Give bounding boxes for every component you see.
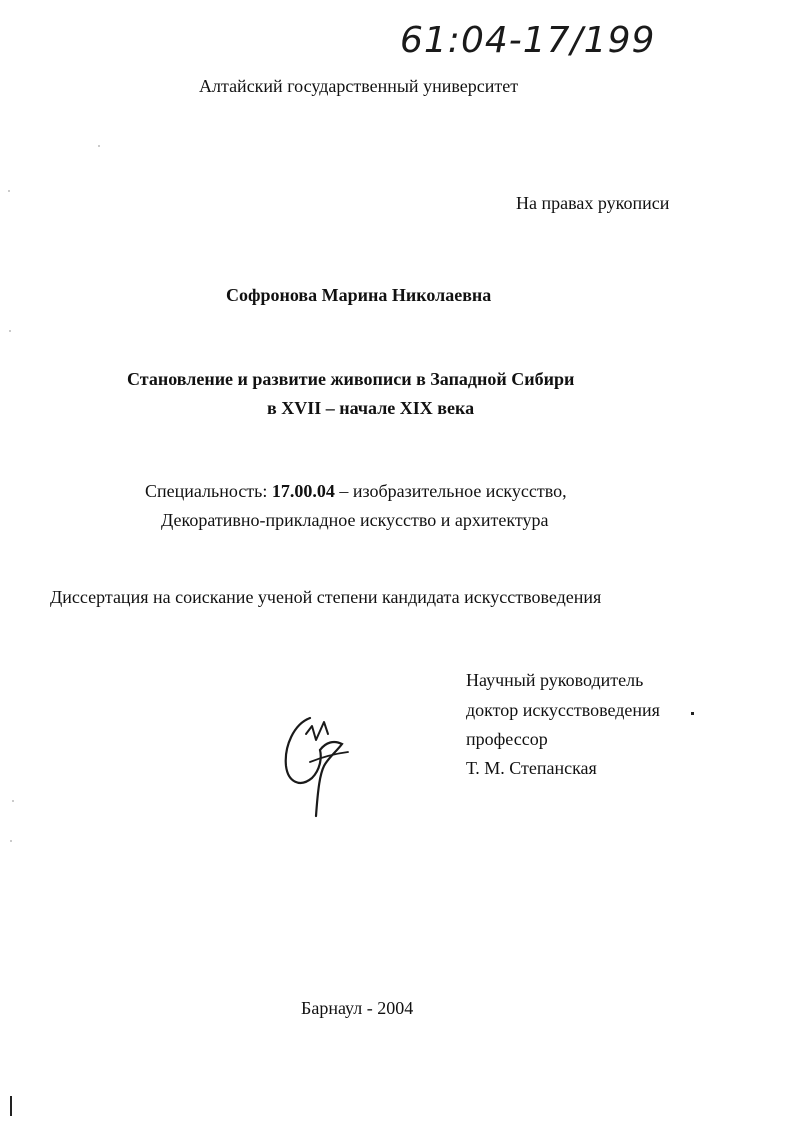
- svg-text:61:04-17/199: 61:04-17/199: [400, 20, 656, 61]
- supervisor-degree: доктор искусствоведения: [466, 700, 660, 720]
- university-name: Алтайский государственный университет: [199, 76, 519, 96]
- signature: [276, 704, 362, 824]
- handwritten-archive-code: [398, 12, 678, 62]
- scan-speck: [12, 800, 14, 802]
- manuscript-note: На правах рукописи: [516, 193, 670, 213]
- scan-speck: [9, 330, 11, 332]
- author-name: Софронова Марина Николаевна: [226, 285, 492, 305]
- supervisor-name: Т. М. Степанская: [466, 758, 597, 778]
- specialty-line-2: Декоративно-прикладное искусство и архитектура: [161, 510, 549, 530]
- supervisor-role: Научный руководитель: [466, 670, 644, 690]
- thesis-title-line-2: в XVII – начале XIX века: [267, 398, 475, 418]
- dissertation-statement: Диссертация на соискание ученой степени кандидата искусствоведения: [50, 587, 602, 607]
- scan-speck: [98, 145, 100, 147]
- supervisor-title: профессор: [466, 729, 548, 749]
- scan-speck: [8, 190, 10, 192]
- scan-speck: [10, 840, 12, 842]
- stray-dot: [691, 712, 694, 715]
- scan-edge-mark: [10, 1096, 12, 1116]
- thesis-title-line-1: Становление и развитие живописи в Западной Сибири: [127, 369, 575, 389]
- place-and-year: Барнаул - 2004: [301, 998, 414, 1018]
- specialty-label: Специальность:: [145, 481, 272, 501]
- specialty-code: 17.00.04: [271, 481, 335, 501]
- specialty-line: [145, 480, 567, 502]
- specialty-description: – изобразительное искусство,: [334, 481, 567, 501]
